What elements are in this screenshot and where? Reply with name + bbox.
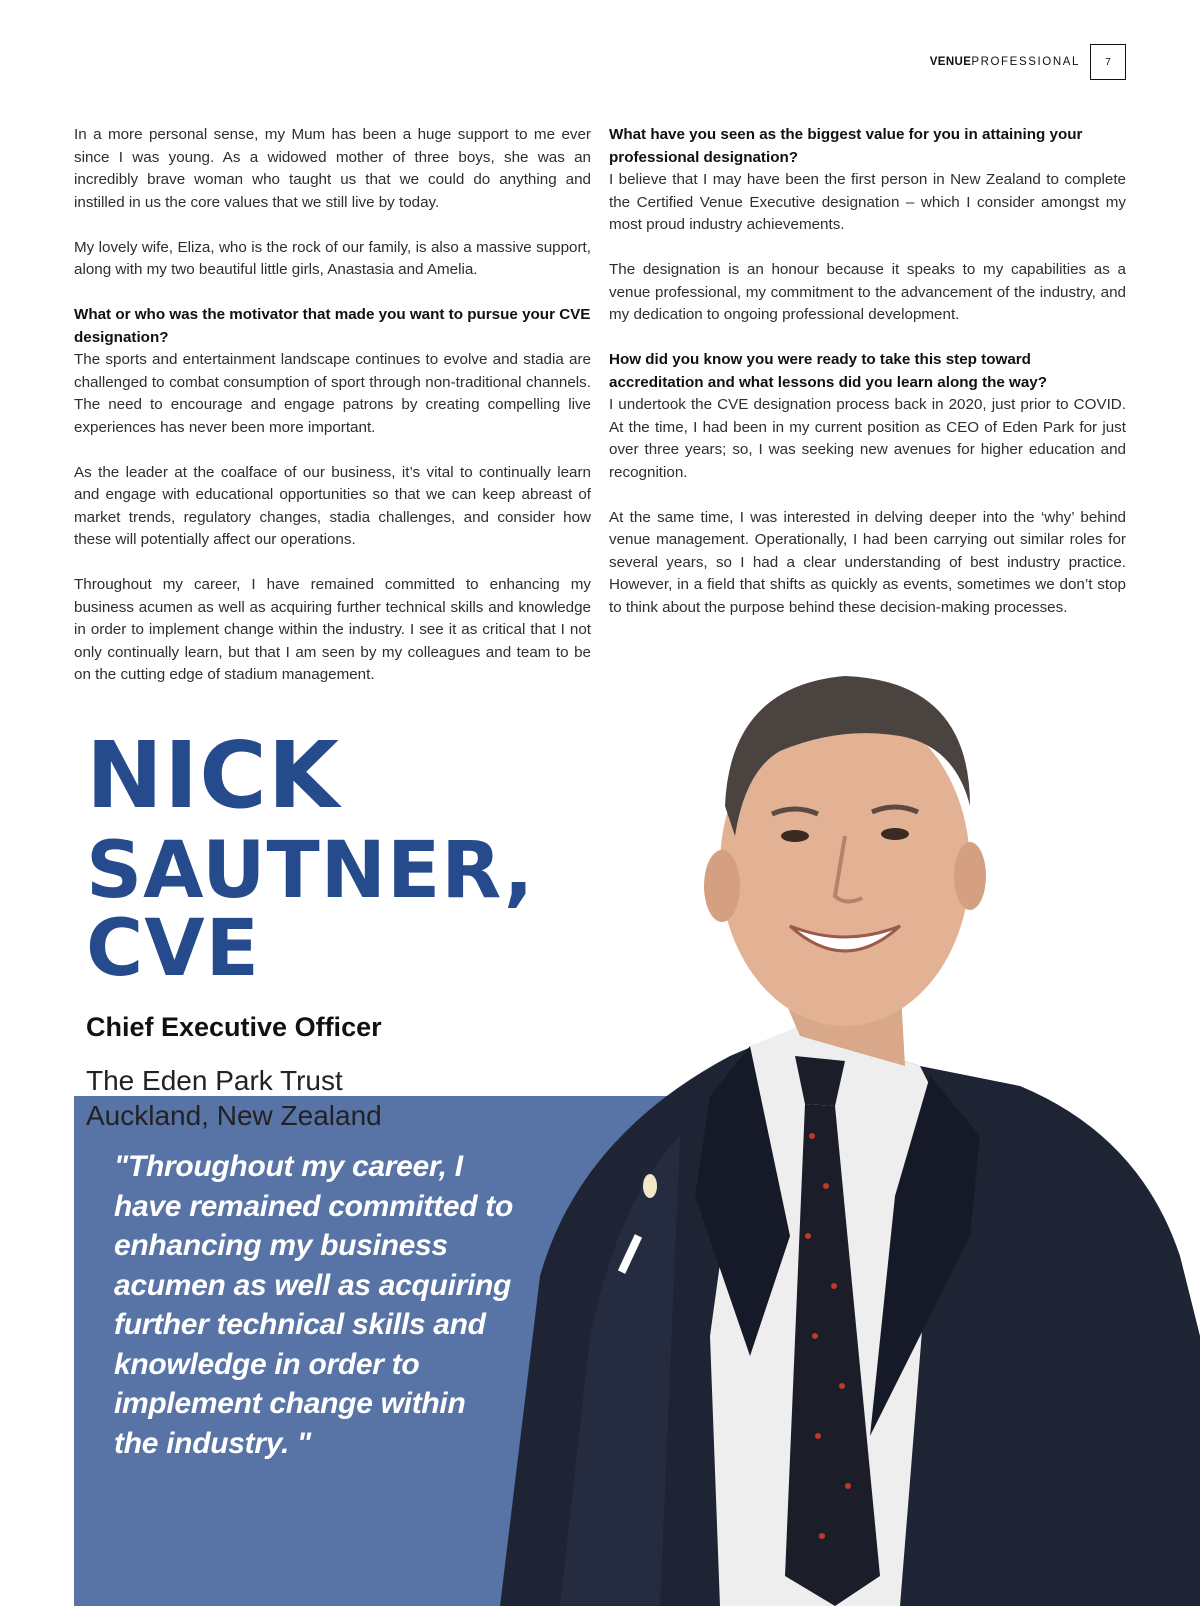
brand-bold: VENUE xyxy=(929,56,972,68)
last-name: SAUTNER, CVE xyxy=(86,826,535,994)
paragraph: I undertook the CVE designation process back in 2020, just prior to COVID. At the time, I had been in my current position as CEO of Eden Park for just over three years; so, I was seeking new avenues for higher education and recognition. xyxy=(609,396,1126,481)
organization: The Eden Park Trust xyxy=(86,1065,343,1096)
paragraph: Throughout my career, I have remained committed to enhancing my business acumen as well as acquiring further technical skills and knowledge in order to implement change within the industry. I see it as critical that I not only continually learn, but that I am seen by my colleagues and team to be on the cutting edge of stadium management. xyxy=(74,576,591,683)
paragraph: I believe that I may have been the first person in New Zealand to complete the Certified Venue Executive designation – which I consider amongst my most proud industry achievements. xyxy=(609,171,1126,233)
paragraph: My lovely wife, Eliza, who is the rock of our family, is also a massive support, along with my two beautiful little girls, Anastasia and Amelia. xyxy=(74,238,591,278)
brand-rest: PROFESSIONAL xyxy=(971,56,1080,68)
paragraph: The designation is an honour because it speaks to my capabilities as a venue professional, my commitment to the advancement of the industry, and my dedication to ongoing professional development. xyxy=(609,261,1126,323)
first-name: NICK xyxy=(86,722,341,829)
page-number: 7 xyxy=(1105,56,1111,68)
page-number-box xyxy=(1090,44,1126,80)
question-heading: How did you know you were ready to take this step toward accreditation and what lessons did you learn along the way? xyxy=(609,351,1047,391)
question-heading: What or who was the motivator that made you want to pursue your CVE designation? xyxy=(74,306,591,346)
question-heading: What have you seen as the biggest value for you in attaining your professional designation? xyxy=(609,126,1083,166)
paragraph: The sports and entertainment landscape continues to evolve and stadia are challenged to combat consumption of sport through non-traditional channels. The need to encourage and engage patrons by creating compelling live experiences has never been more important. xyxy=(74,351,591,436)
right-column xyxy=(609,124,1126,642)
location: Auckland, New Zealand xyxy=(86,1100,382,1131)
job-title: Chief Executive Officer xyxy=(86,1012,382,1042)
paragraph: At the same time, I was interested in delving deeper into the ‘why’ behind venue management. Operationally, I had been carrying out similar roles for several years, so I had a clear understanding of best industry practice. However, in a field that shifts as quickly as events, sometimes we don’t stop to think about the purpose behind these decision-making processes. xyxy=(609,508,1126,616)
profile-name-block xyxy=(86,722,726,1133)
magazine-brand xyxy=(930,56,1080,68)
left-column xyxy=(74,124,591,709)
paragraph: As the leader at the coalface of our business, it’s vital to continually learn and engage with educational opportunities so that we can keep abreast of market trends, regulatory changes, stadia challenges, and consider how these will potentially affect our operations. xyxy=(74,463,591,548)
pull-quote: "Throughout my career, I have remained committed to enhancing my business acumen as well as acquiring further technical skills and knowledge in order to implement change within the industry. " xyxy=(114,1150,513,1460)
page-header xyxy=(930,44,1126,80)
paragraph: In a more personal sense, my Mum has been a huge support to me ever since I was young. As a widowed mother of three boys, she was an incredibly brave woman who taught us that we could do anything and instilled in us the core values that we still live by today. xyxy=(74,126,591,211)
